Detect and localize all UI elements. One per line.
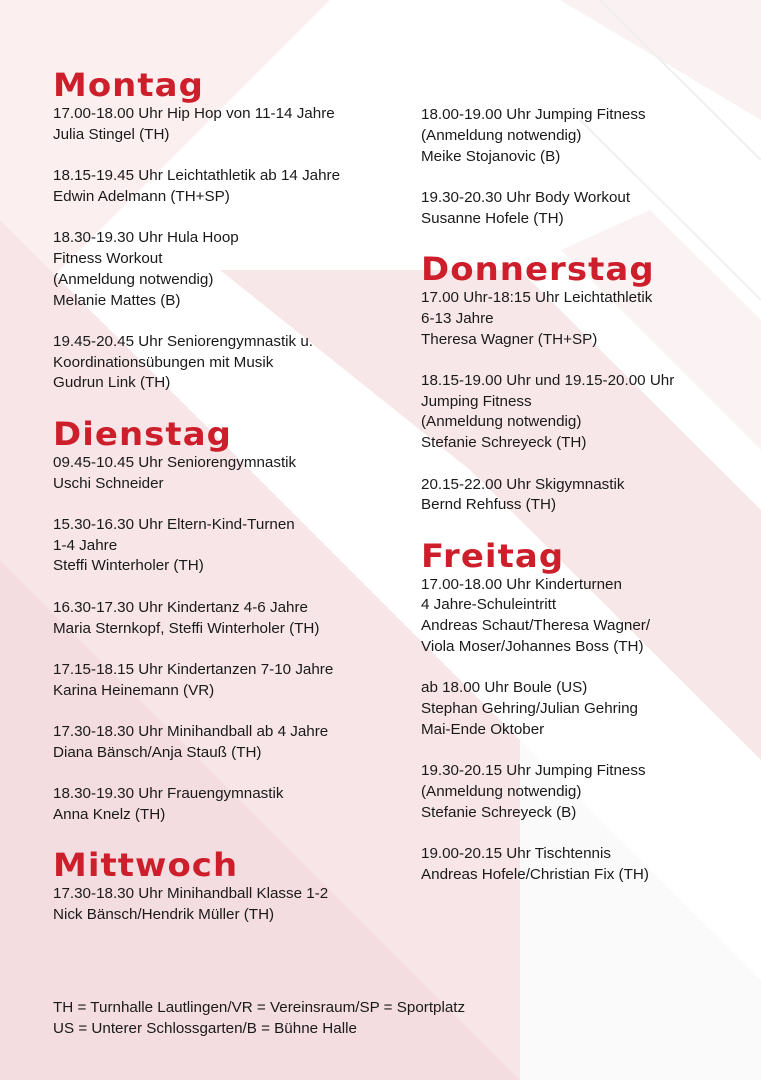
entry-time-activity: 19.30-20.30 Uhr Body Workout <box>421 188 631 206</box>
entry-time-activity: 17.00 Uhr-18:15 Uhr Leichtathletik <box>421 288 653 306</box>
entry-time-activity: 19.30-20.15 Uhr Jumping Fitness <box>421 762 646 780</box>
day-block-dienstag <box>53 415 403 826</box>
entry-time-activity: 20.15-22.00 Uhr Skigymnastik <box>421 475 625 493</box>
entry-detail: Susanne Hofele (TH) <box>421 209 564 227</box>
day-heading-montag: Montag <box>53 66 204 104</box>
day-block-mittwoch-continued <box>421 105 741 229</box>
entry-time-activity: 17.30-18.30 Uhr Minihandball Klasse 1-2 <box>53 885 329 903</box>
schedule-entry <box>53 884 403 926</box>
schedule-entry <box>53 104 403 146</box>
entry-detail: Nick Bänsch/Hendrik Müller (TH) <box>53 905 275 923</box>
entry-detail: Mai-Ende Oktober <box>421 720 545 738</box>
entry-time-activity: 18.30-19.30 Uhr Hula Hoop <box>53 229 239 247</box>
schedule-entry <box>53 166 403 208</box>
day-block-freitag <box>421 537 741 886</box>
entry-detail: Stefanie Schreyeck (TH) <box>421 434 587 452</box>
entry-time-activity: 17.00-18.00 Uhr Hip Hop von 11-14 Jahre <box>53 105 335 122</box>
entry-detail: Koordinationsübungen mit Musik <box>53 353 274 371</box>
entry-time-activity: 18.00-19.00 Uhr Jumping Fitness <box>421 106 646 123</box>
schedule-entry <box>53 515 403 577</box>
schedule-entry <box>53 453 403 495</box>
entry-time-activity: 19.00-20.15 Uhr Tischtennis <box>421 845 611 863</box>
entry-time-activity: 18.15-19.45 Uhr Leichtathletik ab 14 Jahre <box>53 167 341 185</box>
entry-detail: Uschi Schneider <box>53 474 164 492</box>
entry-detail: Andreas Hofele/Christian Fix (TH) <box>421 865 649 883</box>
entry-time-activity: 17.00-18.00 Uhr Kinderturnen <box>421 575 622 593</box>
legend-line: US = Unterer Schlossgarten/B = Bühne Halle <box>53 1020 357 1037</box>
entry-detail: Anna Knelz (TH) <box>53 805 166 823</box>
entry-detail: Steffi Winterholer (TH) <box>53 557 204 575</box>
day-heading-mittwoch: Mittwoch <box>53 846 239 885</box>
entry-detail: Stephan Gehring/Julian Gehring <box>421 700 638 718</box>
schedule-entry <box>421 475 741 517</box>
schedule-entry <box>421 288 741 350</box>
day-block-donnerstag <box>421 250 741 516</box>
entry-detail: Julia Stingel (TH) <box>53 125 170 143</box>
schedule-entry <box>53 660 403 702</box>
entry-time-activity: 18.30-19.30 Uhr Frauengymnastik <box>53 785 284 803</box>
entry-detail: Karina Heinemann (VR) <box>53 681 215 699</box>
entry-detail: Theresa Wagner (TH+SP) <box>421 330 598 348</box>
entry-detail: Diana Bänsch/Anja Stauß (TH) <box>53 743 262 761</box>
day-block-montag <box>53 66 403 394</box>
entry-detail: 4 Jahre-Schuleintritt <box>421 596 557 614</box>
entry-detail: Jumping Fitness <box>421 392 532 410</box>
schedule-entry <box>421 371 741 454</box>
schedule-entry <box>53 598 403 640</box>
entry-detail: Andreas Schaut/Theresa Wagner/ <box>421 617 651 635</box>
legend <box>53 997 465 1039</box>
schedule-entry <box>421 575 741 658</box>
schedule-entry <box>421 188 741 230</box>
entry-detail: (Anmeldung notwendig) <box>53 270 214 288</box>
entry-detail: 1-4 Jahre <box>53 536 118 554</box>
schedule-entry <box>421 678 741 740</box>
entry-time-activity: 16.30-17.30 Uhr Kindertanz 4-6 Jahre <box>53 598 308 616</box>
entry-detail: Viola Moser/Johannes Boss (TH) <box>421 638 644 656</box>
schedule-entry <box>53 228 403 311</box>
entry-detail: Fitness Workout <box>53 249 163 267</box>
entry-detail: (Anmeldung notwendig) <box>421 783 582 801</box>
entry-time-activity: 19.45-20.45 Uhr Seniorengymnastik u. <box>53 332 314 350</box>
day-heading-dienstag: Dienstag <box>53 414 232 453</box>
entry-detail: 6-13 Jahre <box>421 309 494 327</box>
schedule-entry <box>53 722 403 764</box>
schedule-entry <box>421 761 741 823</box>
entry-detail: (Anmeldung notwendig) <box>421 413 582 431</box>
entry-time-activity: 09.45-10.45 Uhr Seniorengymnastik <box>53 453 297 471</box>
schedule-entry <box>421 844 741 886</box>
right-column <box>421 105 741 906</box>
day-heading-donnerstag: Donnerstag <box>421 249 655 288</box>
entry-time-activity: 17.30-18.30 Uhr Minihandball ab 4 Jahre <box>53 722 329 740</box>
day-heading-freitag: Freitag <box>421 536 565 575</box>
entry-detail: (Anmeldung notwendig) <box>421 126 582 144</box>
day-block-mittwoch <box>53 846 403 926</box>
schedule-entry <box>53 784 403 826</box>
entry-detail: Gudrun Link (TH) <box>53 374 171 392</box>
schedule-entry <box>53 332 403 394</box>
legend-line: TH = Turnhalle Lautlingen/VR = Vereinsraum/SP = Sportplatz <box>53 999 466 1016</box>
entry-detail: Stefanie Schreyeck (B) <box>421 803 577 821</box>
entry-detail: Maria Sternkopf, Steffi Winterholer (TH) <box>53 619 320 637</box>
entry-time-activity: 18.15-19.00 Uhr und 19.15-20.00 Uhr <box>421 371 675 389</box>
entry-detail: Edwin Adelmann (TH+SP) <box>53 187 230 205</box>
entry-time-activity: ab 18.00 Uhr Boule (US) <box>421 679 588 697</box>
left-column <box>53 66 403 946</box>
entry-time-activity: 17.15-18.15 Uhr Kindertanzen 7-10 Jahre <box>53 660 334 678</box>
entry-detail: Melanie Mattes (B) <box>53 291 181 309</box>
schedule-entry <box>421 105 741 167</box>
entry-time-activity: 15.30-16.30 Uhr Eltern-Kind-Turnen <box>53 515 295 533</box>
entry-detail: Bernd Rehfuss (TH) <box>421 496 557 514</box>
entry-detail: Meike Stojanovic (B) <box>421 147 561 165</box>
